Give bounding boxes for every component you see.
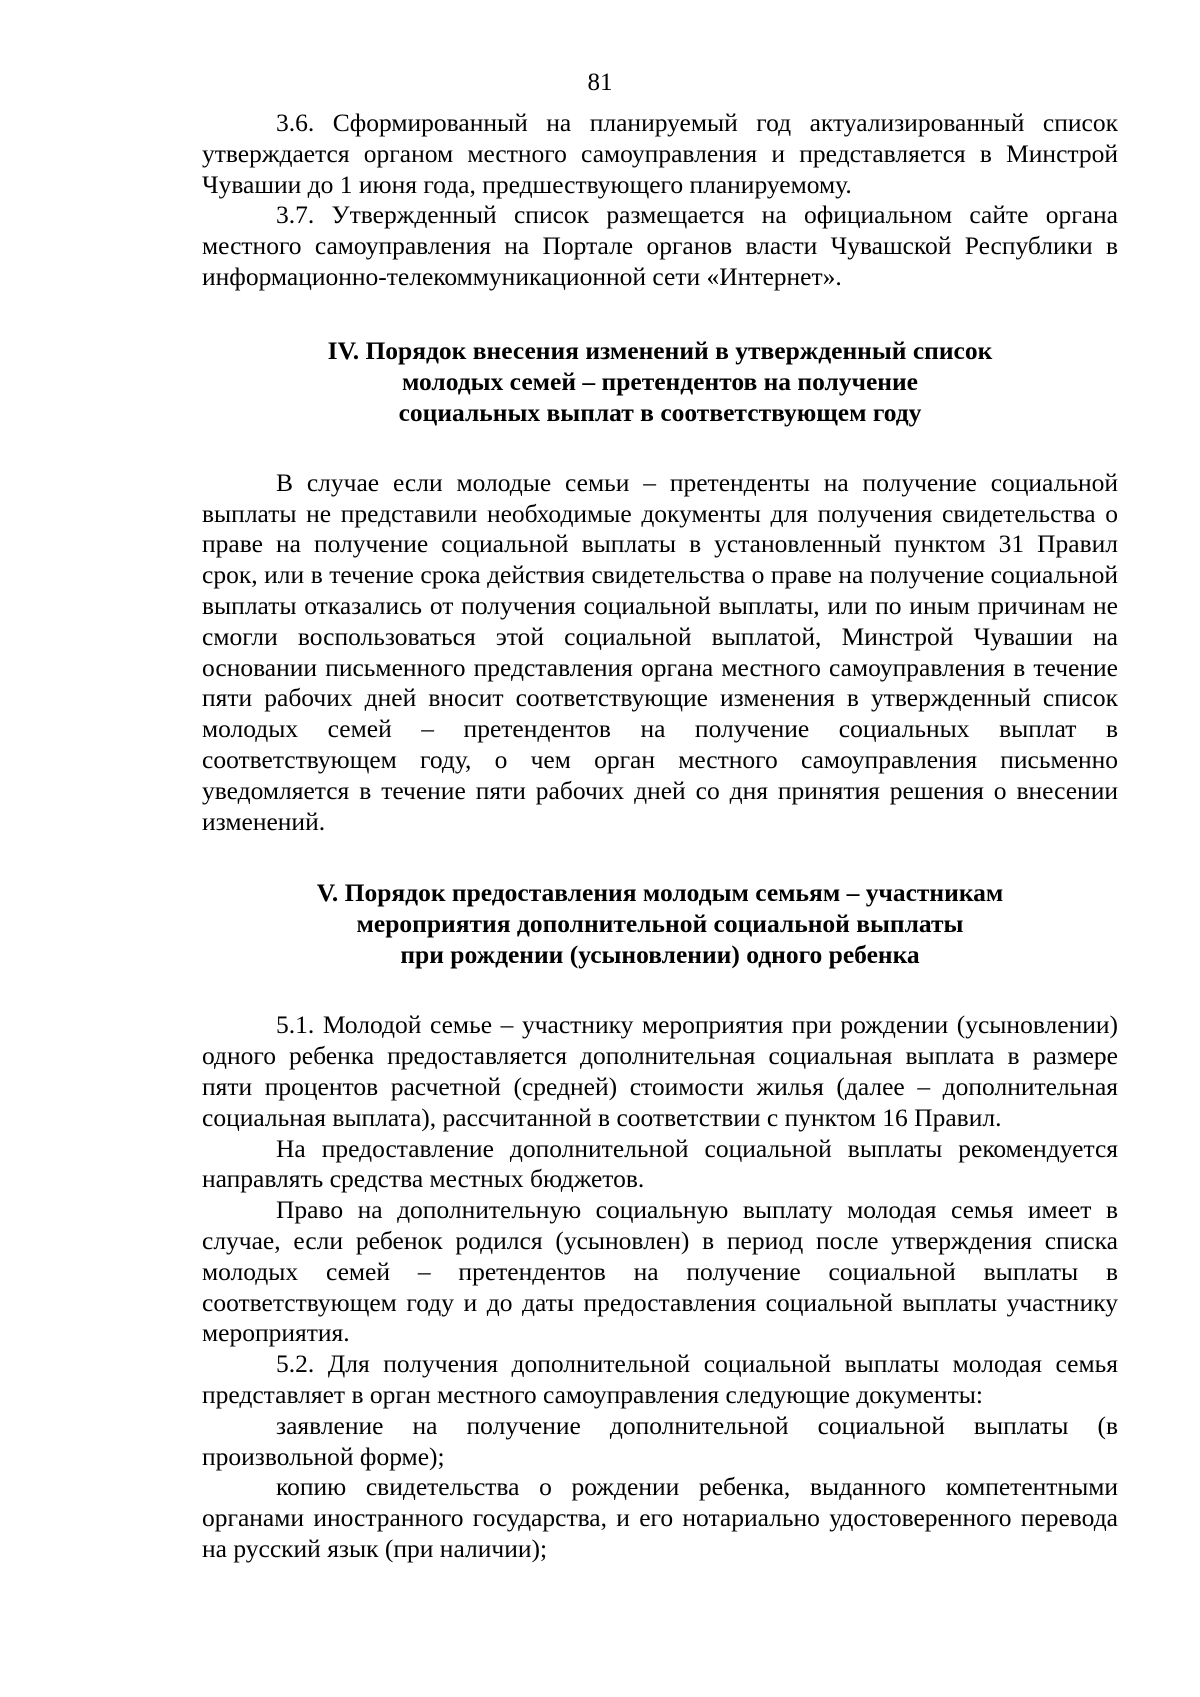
paragraph-5-2: 5.2. Для получения дополнительной социальной выплаты молодая семья представляет в орган местного самоуправления следующие документы:: [202, 1349, 1118, 1409]
section-iv-paragraph: В случае если молодые семьи – претенденты на получение социальной выплаты не представили необходимые документы для получения свидетельства о праве на получение социальной выплаты в установленный пунктом 31 Правил срок, или в течение срока действия свидетельства о праве на получение социальной выплаты отказались от получения социальной выплаты, или по иным причинам не смогли воспользоваться этой социальной выплатой, Минстрой Чувашии на основании письменного представления органа местного самоуправления в течение пяти рабочих дней вносит соответствующие изменения в утвержденный список молодых семей – претендентов на получение социальных выплат в соответствующем году, о чем орган местного самоуправления письменно уведомляется в течение пяти рабочих дней со дня принятия решения о внесении изменений.: [202, 467, 1118, 836]
heading-line: мероприятия дополнительной социальной выплаты: [356, 909, 964, 939]
heading-line: IV. Порядок внесения изменений в утвержденный список: [327, 335, 993, 365]
heading-line: при рождении (усыновлении) одного ребенка: [400, 940, 920, 970]
section-v-heading: [202, 877, 1118, 970]
document-body: [202, 108, 1118, 1565]
paragraph-birth-certificate: копию свидетельства о рождении ребенка, выданного компетентными органами иностранного государства, и его нотариально удостоверенного перевода на русский язык (при наличии);: [202, 1472, 1118, 1563]
heading-line: социальных выплат в соответствующем году: [398, 397, 922, 427]
heading-line: V. Порядок предоставления молодым семьям – участникам: [316, 878, 1004, 908]
paragraph-5-1: 5.1. Молодой семье – участнику мероприятия при рождении (усыновлении) одного ребенка предоставляется дополнительная социальная выплата в размере пяти процентов расчетной (средней) стоимости жилья (далее – дополнительная социальная выплата), рассчитанной в соответствии с пунктом 16 Правил.: [202, 1010, 1118, 1132]
paragraph-3-7: 3.7. Утвержденный список размещается на официальном сайте органа местного самоуправления на Портале органов власти Чувашской Республики в информационно-телекоммуникационной сети «Интернет».: [202, 200, 1118, 291]
page-number: 81: [587, 69, 613, 96]
paragraph-funding: На предоставление дополнительной социальной выплаты рекомендуется направлять средства местных бюджетов.: [202, 1133, 1118, 1194]
section-iv-heading: [202, 335, 1118, 428]
heading-line: молодых семей – претендентов на получение: [401, 366, 918, 396]
paragraph-eligibility: Право на дополнительную социальную выплату молодая семья имеет в случае, если ребенок родился (усыновлен) в период после утверждения списка молодых семей – претендентов на получение социальной выплаты в соответствующем году и до даты предоставления социальной выплаты участнику мероприятия.: [202, 1195, 1118, 1348]
paragraph-application: заявление на получение дополнительной социальной выплаты (в произвольной форме);: [202, 1410, 1118, 1471]
paragraph-3-6: 3.6. Сформированный на планируемый год актуализированный список утверждается органом местного самоуправления и представляется в Минстрой Чувашии до 1 июня года, предшествующего планируемому.: [202, 108, 1118, 199]
